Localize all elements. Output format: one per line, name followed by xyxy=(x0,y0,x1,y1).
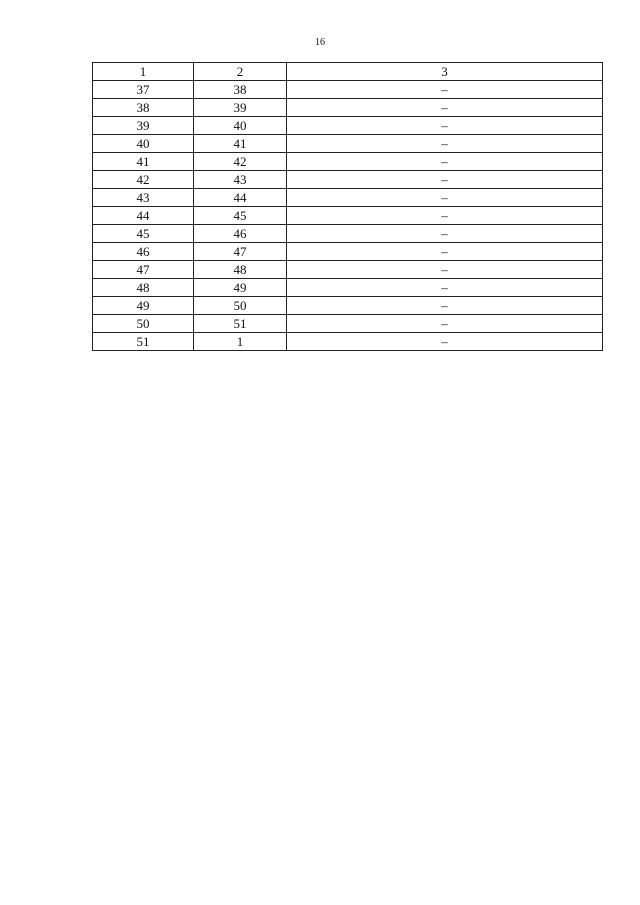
table-cell: 40 xyxy=(194,117,287,135)
table-cell: – xyxy=(287,243,603,261)
table-cell: 48 xyxy=(194,261,287,279)
table-cell: 48 xyxy=(93,279,194,297)
table-row xyxy=(93,333,603,351)
table-cell: – xyxy=(287,315,603,333)
table-cell: 46 xyxy=(194,225,287,243)
table-header-row xyxy=(93,63,603,81)
table-cell: 43 xyxy=(194,171,287,189)
table-row xyxy=(93,153,603,171)
table-cell: – xyxy=(287,333,603,351)
table-cell: 50 xyxy=(194,297,287,315)
table-cell: 51 xyxy=(194,315,287,333)
table-cell: 38 xyxy=(194,81,287,99)
table-cell: 41 xyxy=(194,135,287,153)
table-cell: 37 xyxy=(93,81,194,99)
table-cell: 40 xyxy=(93,135,194,153)
boundary-points-table xyxy=(92,62,603,351)
table-row xyxy=(93,225,603,243)
table-cell: 50 xyxy=(93,315,194,333)
table-row xyxy=(93,81,603,99)
column-header-3: 3 xyxy=(287,63,603,81)
table-cell: 49 xyxy=(194,279,287,297)
table-cell: 42 xyxy=(93,171,194,189)
table-cell: – xyxy=(287,189,603,207)
table-cell: 47 xyxy=(93,261,194,279)
table-cell: 41 xyxy=(93,153,194,171)
table-cell: – xyxy=(287,279,603,297)
table-row xyxy=(93,99,603,117)
table-cell: – xyxy=(287,171,603,189)
table-cell: – xyxy=(287,297,603,315)
page-number: 16 xyxy=(315,37,325,48)
column-header-1: 1 xyxy=(93,63,194,81)
table-row xyxy=(93,189,603,207)
table-cell: – xyxy=(287,117,603,135)
table-cell: 44 xyxy=(194,189,287,207)
table-cell: 38 xyxy=(93,99,194,117)
table-row xyxy=(93,279,603,297)
table-cell: – xyxy=(287,135,603,153)
table-cell: 42 xyxy=(194,153,287,171)
table-row xyxy=(93,261,603,279)
table-cell: 43 xyxy=(93,189,194,207)
table-row xyxy=(93,171,603,189)
table-cell: 44 xyxy=(93,207,194,225)
table-cell: 51 xyxy=(93,333,194,351)
table-row xyxy=(93,117,603,135)
table-row xyxy=(93,207,603,225)
table-cell: 45 xyxy=(93,225,194,243)
table-cell: – xyxy=(287,81,603,99)
table-cell: – xyxy=(287,153,603,171)
table-row xyxy=(93,135,603,153)
table-cell: 49 xyxy=(93,297,194,315)
table-cell: 46 xyxy=(93,243,194,261)
table-cell: 39 xyxy=(194,99,287,117)
table-cell: 47 xyxy=(194,243,287,261)
table-row xyxy=(93,243,603,261)
table-row xyxy=(93,315,603,333)
table-cell: – xyxy=(287,225,603,243)
table-cell: – xyxy=(287,261,603,279)
table-cell: – xyxy=(287,99,603,117)
table-row xyxy=(93,297,603,315)
table-cell: – xyxy=(287,207,603,225)
table-cell: 1 xyxy=(194,333,287,351)
table-cell: 45 xyxy=(194,207,287,225)
table-cell: 39 xyxy=(93,117,194,135)
column-header-2: 2 xyxy=(194,63,287,81)
